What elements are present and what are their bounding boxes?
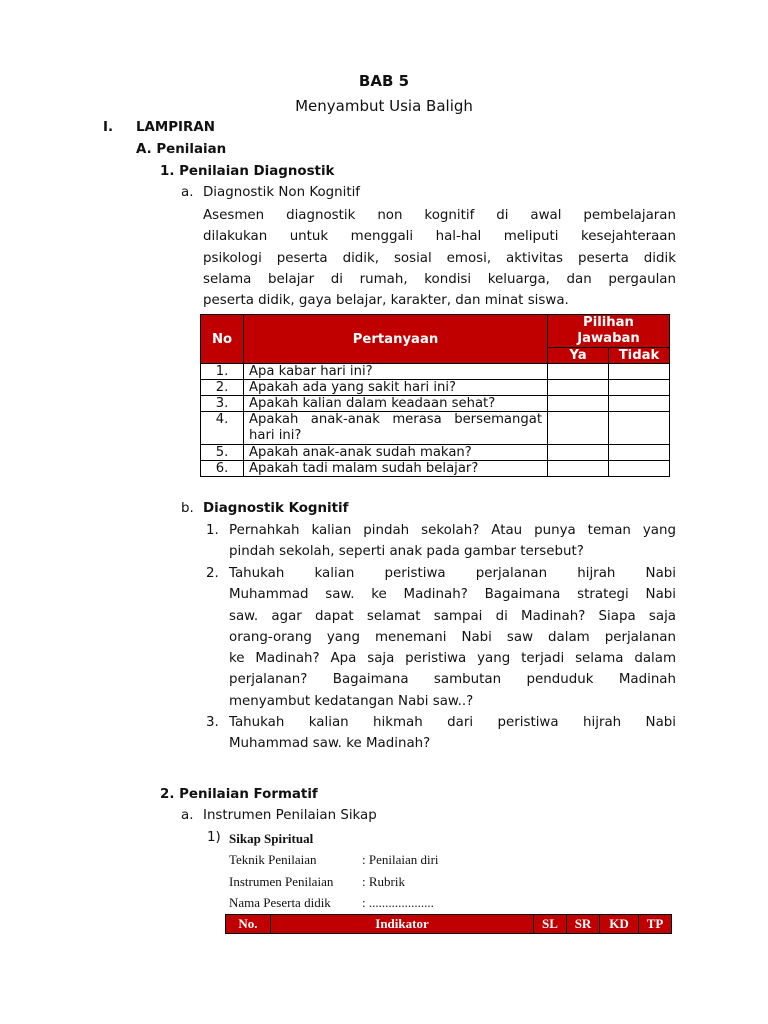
col-no-answer: Tidak <box>609 348 670 364</box>
cog-line: Tahukah kalian peristiwa perjalanan hijrah Nabi <box>229 566 676 581</box>
row-number: 1. <box>201 364 244 380</box>
answer-no-cell[interactable] <box>609 461 670 477</box>
col-choice: Pilihan Jawaban <box>548 315 670 348</box>
section-title: LAMPIRAN <box>136 120 215 135</box>
field-label: Nama Peserta didik <box>229 895 331 910</box>
table-row <box>201 412 670 445</box>
answer-yes-cell[interactable] <box>548 396 609 412</box>
cog-item-number: 1. <box>206 523 219 538</box>
cog-line: orang-orang yang menemani Nabi saw dalam perjalanan <box>229 629 676 645</box>
row-number: 6. <box>201 461 244 477</box>
field-value: : Rubrik <box>362 874 405 889</box>
row-number: 2. <box>201 380 244 396</box>
row-number: 5. <box>201 445 244 461</box>
col-tp: TP <box>639 915 672 934</box>
noncog-table <box>200 314 670 477</box>
field-label: Teknik Penilaian <box>229 852 317 867</box>
answer-yes-cell[interactable] <box>548 364 609 380</box>
field-value: : .................... <box>362 895 434 910</box>
answer-no-cell[interactable] <box>609 364 670 380</box>
answer-no-cell[interactable] <box>609 396 670 412</box>
answer-yes-cell[interactable] <box>548 461 609 477</box>
table-row <box>201 364 670 380</box>
col-no: No <box>201 315 244 364</box>
col-question: Pertanyaan <box>244 315 548 364</box>
cog-line: pindah sekolah, seperti anak pada gambar tersebut? <box>229 544 584 560</box>
field-value: : Penilaian diri <box>362 852 439 867</box>
formative-sub-label: a. <box>181 808 194 823</box>
row-question: Apakah tadi malam sudah belajar? <box>244 461 548 477</box>
row-question: Apakah anak-anak sudah makan? <box>244 445 548 461</box>
cog-line: menyambut kedatangan Nabi saw..? <box>229 693 474 709</box>
row-question: Apakah anak-anak merasa bersemangat hari ini? <box>244 412 548 445</box>
paragraph-line: peserta didik, gaya belajar, karakter, dan minat siswa. <box>203 293 569 309</box>
col-kd: KD <box>600 915 639 934</box>
attitude-table <box>225 914 672 934</box>
cog-line: Pernahkah kalian pindah sekolah? Atau punya teman yang <box>229 523 676 538</box>
formative-heading: 2. Penilaian Formatif <box>160 787 318 802</box>
paragraph-line: dilakukan untuk menggali hal-hal meliputi kesejahteraan <box>203 229 676 245</box>
cog-line: saw. agar dapat selamat sampai di Madinah? Siapa saja <box>229 608 676 624</box>
section-numeral: I. <box>103 120 114 135</box>
paragraph-line: Asesmen diagnostik non kognitif di awal pembelajaran <box>203 208 676 223</box>
noncog-paragraph <box>203 205 676 311</box>
diagnostic-heading: 1. Penilaian Diagnostik <box>160 164 335 179</box>
col-sl: SL <box>534 915 567 934</box>
cog-item-number: 2. <box>206 566 219 581</box>
row-question: Apakah kalian dalam keadaan sehat? <box>244 396 548 412</box>
cog-line: Muhammad saw. ke Madinah? Bagaimana strategi Nabi <box>229 587 676 603</box>
noncog-label: a. <box>181 185 194 200</box>
field-label: Instrumen Penilaian <box>229 874 334 889</box>
row-question: Apakah ada yang sakit hari ini? <box>244 380 548 396</box>
answer-yes-cell[interactable] <box>548 445 609 461</box>
answer-yes-cell[interactable] <box>548 412 609 445</box>
table-row <box>201 380 670 396</box>
formative-item-title: Sikap Spiritual <box>229 831 314 846</box>
table-row <box>201 396 670 412</box>
col-no: No. <box>226 915 271 934</box>
cog-line: ke Madinah? Apa saja peristiwa yang terjadi selama dalam <box>229 651 676 667</box>
cog-item-number: 3. <box>206 715 219 730</box>
cog-label: b. <box>181 501 194 516</box>
chapter-label: BAB 5 <box>358 72 410 90</box>
answer-no-cell[interactable] <box>609 380 670 396</box>
answer-no-cell[interactable] <box>609 445 670 461</box>
answer-yes-cell[interactable] <box>548 380 609 396</box>
row-number: 4. <box>201 412 244 445</box>
noncog-title: Diagnostik Non Kognitif <box>203 185 361 200</box>
cog-line: perjalanan? Bagaimana sambutan penduduk Madinah <box>229 672 676 688</box>
cog-title: Diagnostik Kognitif <box>203 501 349 516</box>
col-indicator: Indikator <box>271 915 534 934</box>
col-sr: SR <box>567 915 600 934</box>
row-question: Apa kabar hari ini? <box>244 364 548 380</box>
subsection-a: A. Penilaian <box>136 142 227 157</box>
cog-item <box>206 563 676 712</box>
paragraph-line: selama belajar di rumah, kondisi keluarga, dan pergaulan <box>203 271 676 287</box>
table-row <box>201 445 670 461</box>
cog-line: Tahukah kalian hikmah dari peristiwa hijrah Nabi <box>229 715 676 730</box>
table-row <box>201 461 670 477</box>
cog-line: Muhammad saw. ke Madinah? <box>229 736 431 752</box>
cog-item <box>206 712 676 755</box>
answer-no-cell[interactable] <box>609 412 670 445</box>
col-yes: Ya <box>548 348 609 364</box>
formative-sub-title: Instrumen Penilaian Sikap <box>203 808 377 823</box>
cog-item <box>206 520 676 563</box>
formative-item-label: 1) <box>207 830 221 845</box>
page-title: Menyambut Usia Baligh <box>295 97 473 115</box>
paragraph-line: psikologi peserta didik, sosial emosi, aktivitas peserta didik <box>203 250 676 266</box>
row-number: 3. <box>201 396 244 412</box>
